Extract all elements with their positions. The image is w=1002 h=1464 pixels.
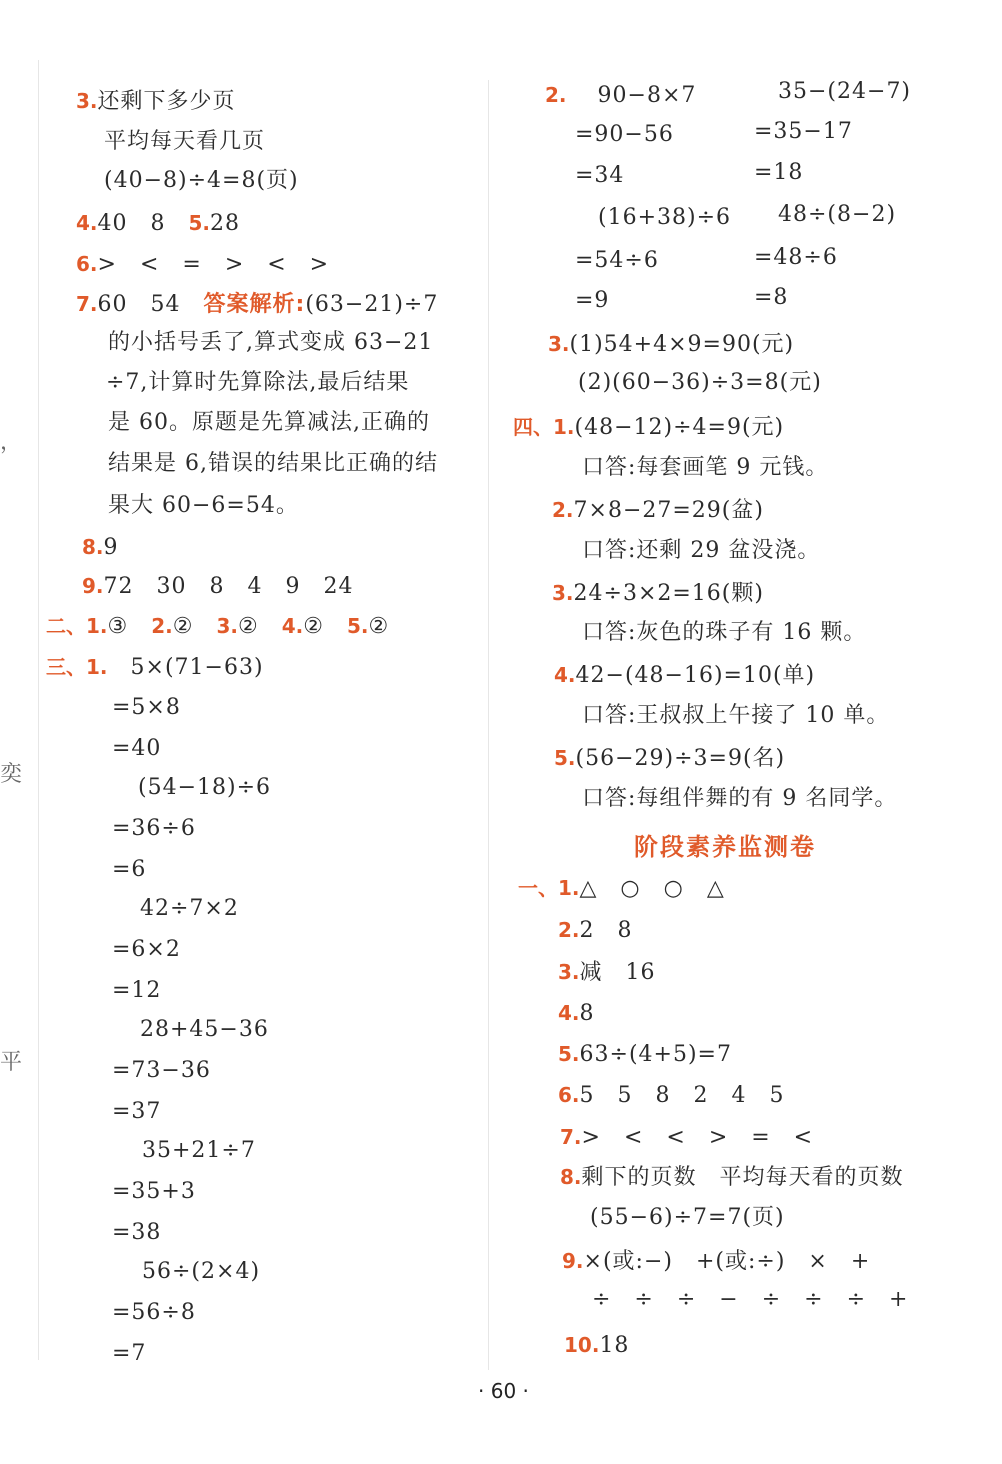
calc-line: =6 [112,857,147,882]
calc-line: =48÷6 [754,245,838,270]
calc-line: 35+21÷7 [142,1138,256,1163]
answer-line: 3.还剩下多少页 [76,89,236,114]
answer-line: 7.60 54 答案解析:(63−21)÷7 [76,292,439,317]
explanation-line: ÷7,计算时先算除法,最后结果 [106,370,410,395]
answer-line: 二、1.③ 2.② 3.② 4.② 5.② [46,614,390,639]
answer-line: 3.减 16 [558,960,656,985]
calc-line: (54−18)÷6 [138,775,272,800]
calc-line: (16+38)÷6 [598,205,732,230]
answer-line: 平均每天看几页 [104,129,266,154]
explanation-line: 结果是 6,错误的结果比正确的结 [108,451,438,476]
answer-line: (55−6)÷7=7(页) [590,1205,785,1230]
calc-line: =12 [112,978,162,1003]
calc-line: =56÷8 [112,1300,196,1325]
calc-line: 28+45−36 [140,1017,269,1042]
calc-line: =6×2 [112,937,181,962]
answer-line: 6.> < = > < > [76,252,330,277]
explanation-line: 的小括号丢了,算式变成 63−21 [108,330,434,355]
calc-line: =35−17 [754,119,853,144]
answer-line: 10.18 [564,1333,630,1358]
calc-line: =18 [754,160,804,185]
explanation-line: 是 60。原题是先算减法,正确的 [108,410,430,435]
column-divider-middle [488,80,489,1370]
calc-line: =8 [754,285,789,310]
explanation-line: 果大 60−6=54。 [108,493,299,518]
calc-line: 48÷(8−2) [778,202,897,227]
edge-char: 奕 [0,762,23,787]
answer-line: 6.5 5 8 2 4 5 [558,1083,785,1108]
answer-line: ÷ ÷ ÷ − ÷ ÷ ÷ + [592,1287,909,1312]
calc-line: =35+3 [112,1179,196,1204]
calc-line: 35−(24−7) [778,79,912,104]
calc-line: =38 [112,1220,162,1245]
calc-line: =36÷6 [112,816,196,841]
answer-line: 5.63÷(4+5)=7 [558,1042,732,1067]
calc-line: =9 [575,288,610,313]
calc-line: =73−36 [112,1058,211,1083]
answer-line: 2.7×8−27=29(盆) [552,498,764,523]
answer-line: 一、1.△ ○ ○ △ [518,876,725,901]
answer-line: 口答:每组伴舞的有 9 名同学。 [582,786,898,811]
answer-line: 四、1.(48−12)÷4=9(元) [513,415,785,440]
answer-line: 8.9 [82,535,119,560]
calc-line: =37 [112,1099,162,1124]
answer-line: 3.24÷3×2=16(颗) [552,581,764,606]
calc-line: =54÷6 [575,248,659,273]
answer-line: 9.×(或:−) +(或:÷) × + [562,1249,871,1274]
answer-line: 口答:灰色的珠子有 16 颗。 [582,620,867,645]
calc-line: =5×8 [112,695,181,720]
answer-line: 口答:还剩 29 盆没浇。 [582,538,821,563]
answer-line: 口答:每套画笔 9 元钱。 [582,455,829,480]
calc-line: =90−56 [575,122,674,147]
answer-line: 7.> < < > = < [560,1125,814,1150]
calc-line: =40 [112,736,162,761]
answer-line: 9.72 30 8 4 9 24 [82,574,354,599]
answer-line: 5.(56−29)÷3=9(名) [554,746,786,771]
answer-line: 8.剩下的页数 平均每天看的页数 [560,1165,904,1190]
column-divider-left [38,60,39,1360]
calc-line: 42÷7×2 [140,896,239,921]
answer-line: 2.2 8 [558,918,633,943]
section-title: 阶段素养监测卷 [634,833,816,861]
answer-line: 口答:王叔叔上午接了 10 单。 [582,703,890,728]
calc-line: 56÷(2×4) [142,1259,261,1284]
answer-line: 3.(1)54+4×9=90(元) [548,332,795,357]
answer-line: 4.8 [558,1001,595,1026]
page-number: · 60 · [478,1379,529,1403]
answer-line: (2)(60−36)÷3=8(元) [578,370,822,395]
edge-char: ， [0,430,23,455]
answer-line: (40−8)÷4=8(页) [104,168,299,193]
answer-line: 三、1. 5×(71−63) [46,655,264,680]
calc-line: =34 [575,163,625,188]
edge-char: 平 [0,1050,23,1075]
calc-line: =7 [112,1341,147,1366]
answer-line: 4.40 8 5.28 [76,211,241,236]
answer-line: 2. 90−8×7 [545,83,697,108]
answer-line: 4.42−(48−16)=10(单) [554,663,816,688]
